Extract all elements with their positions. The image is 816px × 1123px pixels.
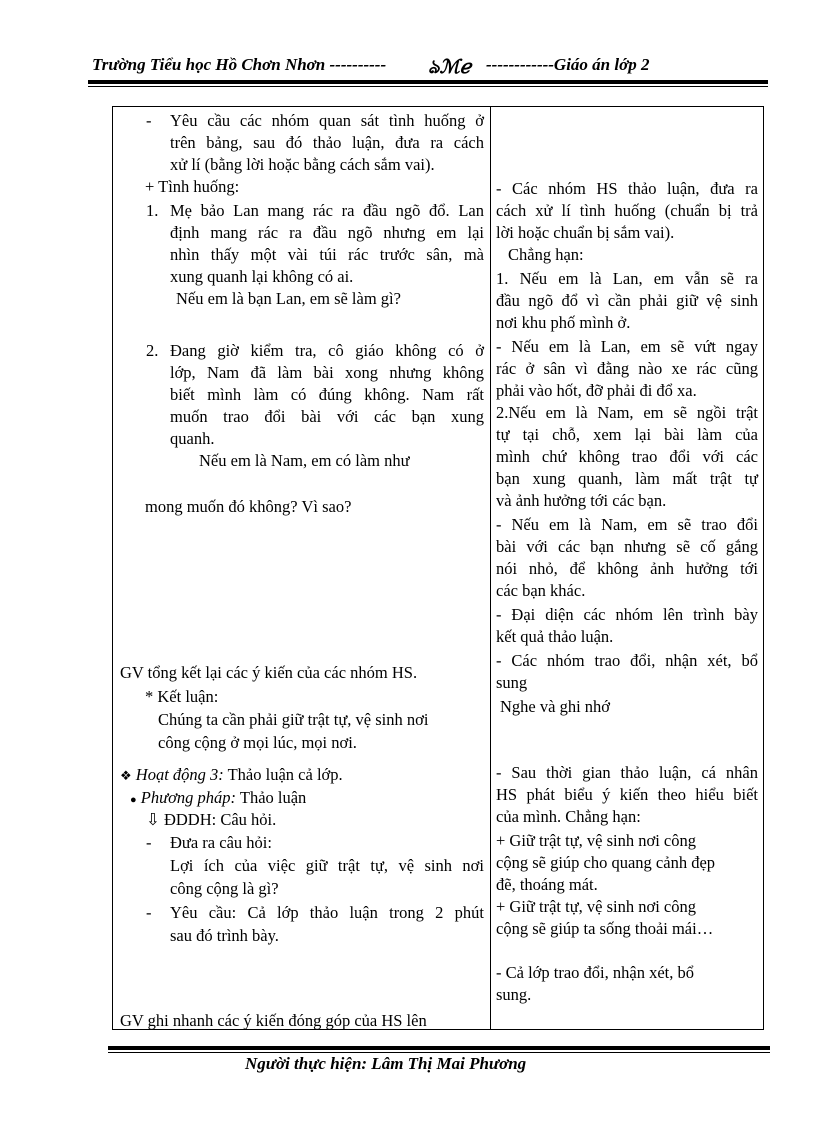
diamond-bullet-icon: ❖ [120, 768, 132, 783]
situation-heading: + Tình huống: [145, 177, 240, 196]
right-line: bài với các bạn nhưng sẽ cố gắng [496, 537, 758, 556]
footer-rule-thick [108, 1046, 770, 1050]
header-school: Trường Tiểu học Hồ Chơn Nhơn ---------- [92, 55, 387, 74]
right-line: bạn xung quanh, làm mất trật tự [496, 469, 758, 488]
request-line: sau đó trình bày. [170, 926, 279, 945]
left-line: Yêu cầu các nhóm quan sát tình huống ở [170, 111, 484, 130]
right-line: + Giữ trật tự, vệ sinh nơi công [496, 831, 696, 850]
right-line: - Đại diện các nhóm lên trình bày [496, 605, 758, 624]
right-line: 2.Nếu em là Nam, em sẽ ngồi trật [496, 403, 758, 422]
situation-1-line: xung quanh lại không có ai. [170, 267, 354, 286]
method-label: Phương pháp: [140, 788, 237, 807]
right-line: đẽ, thoáng mát. [496, 875, 598, 894]
right-line: sung. [496, 985, 532, 1004]
conclusion-line: Chúng ta cần phải giữ trật tự, vệ sinh nơi [158, 710, 429, 729]
question-line: công cộng là gì? [170, 879, 279, 898]
right-line: mình chứ không trao đổi với các [496, 447, 758, 466]
situation-1-line: định mang rác ra đầu ngõ nhưng em lại [170, 223, 484, 242]
arrow-down-icon: ⇩ [146, 810, 160, 829]
situation-2-line: biết mình làm có đúng không. Nam rất [170, 385, 484, 404]
dash-marker: - [146, 903, 152, 922]
situation-1-line: Mẹ bảo Lan mang rác ra đầu ngõ đổ. Lan [170, 201, 484, 220]
right-line: cộng sẽ giúp cho quang cảnh đẹp [496, 853, 716, 872]
right-line: cộng sẽ giúp ta sống thoải mái… [496, 919, 714, 938]
right-line: - Sau thời gian thảo luận, cá nhân [496, 763, 758, 782]
right-line: Chẳng hạn: [508, 245, 584, 264]
left-line: xử lí (bằng lời hoặc bằng cách sắm vai). [170, 155, 435, 174]
situation-2-line: Đang giờ kiểm tra, cô giáo không có ở [170, 341, 484, 360]
situation-2-question: Nếu em là Nam, em có làm như [199, 451, 410, 470]
right-line: đầu ngõ đổ vì cần phải giữ vệ sinh [496, 291, 758, 310]
dash-marker: - [146, 833, 152, 852]
list-number: 2. [146, 341, 159, 360]
situation-1-line: nhìn thấy một vài túi rác trước sân, mà [170, 245, 484, 264]
teacher-note: GV ghi nhanh các ý kiến đóng góp của HS lên [120, 1011, 427, 1030]
header-rule-thick [88, 80, 768, 84]
right-line: phải vào hốt, đỡ phải đi đổ xa. [496, 381, 697, 400]
header-rule-thin [88, 86, 768, 87]
right-line: - Các nhóm trao đổi, nhận xét, bổ [496, 651, 758, 670]
question-line: Đưa ra câu hỏi: [170, 833, 272, 852]
right-line: - Các nhóm HS thảo luận, đưa ra [496, 179, 758, 198]
method-text: Thảo luận [236, 788, 307, 807]
request-line: Yêu cầu: Cả lớp thảo luận trong 2 phút [170, 903, 484, 922]
right-line: - Nếu em là Lan, em sẽ vứt ngay [496, 337, 758, 356]
teacher-summary: GV tổng kết lại các ý kiến của các nhóm HS. [120, 663, 418, 682]
dash-marker: - [146, 111, 152, 130]
situation-2-line: muốn trao đổi bài với các bạn xung [170, 407, 484, 426]
column-divider [490, 106, 491, 1030]
right-line: - Nếu em là Nam, em sẽ trao đổi [496, 515, 758, 534]
conclusion-line: công cộng ở mọi lúc, mọi nơi. [158, 733, 357, 752]
right-line: kết quả thảo luận. [496, 627, 614, 646]
right-line: - Cả lớp trao đổi, nhận xét, bổ [496, 963, 694, 982]
right-line: nơi khu phố mình ở. [496, 313, 631, 332]
logo-icon: ঌℳℯ [428, 57, 472, 78]
right-line: HS phát biểu ý kiến theo hiểu biết [496, 785, 758, 804]
right-line: của mình. Chẳng hạn: [496, 807, 641, 826]
conclusion-heading: * Kết luận: [145, 687, 219, 706]
right-line: nói nhỏ, để không ảnh hưởng tới [496, 559, 758, 578]
right-line: lời hoặc chuẩn bị sắm vai). [496, 223, 675, 242]
materials-text: ĐDDH: Câu hỏi. [163, 810, 277, 829]
left-line: trên bảng, sau đó thảo luận, đưa ra cách [170, 133, 484, 152]
right-line: sung [496, 673, 528, 692]
question-line: Lợi ích của việc giữ trật tự, vệ sinh nơi [170, 856, 484, 875]
situation-2-line: lớp, Nam đã làm bài xong nhưng không [170, 363, 484, 382]
footer-author: Người thực hiện: Lâm Thị Mai Phương [245, 1054, 527, 1073]
right-line: tự tại chỗ, xem lại bài làm của [496, 425, 758, 444]
footer-rule-thin [108, 1052, 770, 1053]
activity-label: Hoạt động 3: [135, 765, 224, 784]
situation-1-question: Nếu em là bạn Lan, em sẽ làm gì? [176, 289, 401, 308]
right-line: rác ở sân vì đằng nào xe rác cũng [496, 359, 758, 378]
situation-2-question: mong muốn đó không? Vì sao? [145, 497, 352, 516]
right-line: các bạn khác. [496, 581, 586, 600]
right-line: + Giữ trật tự, vệ sinh nơi công [496, 897, 696, 916]
right-line: Nghe và ghi nhớ [500, 697, 610, 716]
list-number: 1. [146, 201, 159, 220]
activity-title: Thảo luận cả lớp. [223, 765, 343, 784]
dot-bullet-icon: ● [130, 794, 137, 806]
situation-2-line: quanh. [170, 429, 215, 448]
right-line: 1. Nếu em là Lan, em vẫn sẽ ra [496, 269, 758, 288]
header-grade: ------------Giáo án lớp 2 [486, 55, 650, 74]
right-line: cách xử lí tình huống (chuẩn bị trả [496, 201, 758, 220]
right-line: và ảnh hưởng tới các bạn. [496, 491, 667, 510]
